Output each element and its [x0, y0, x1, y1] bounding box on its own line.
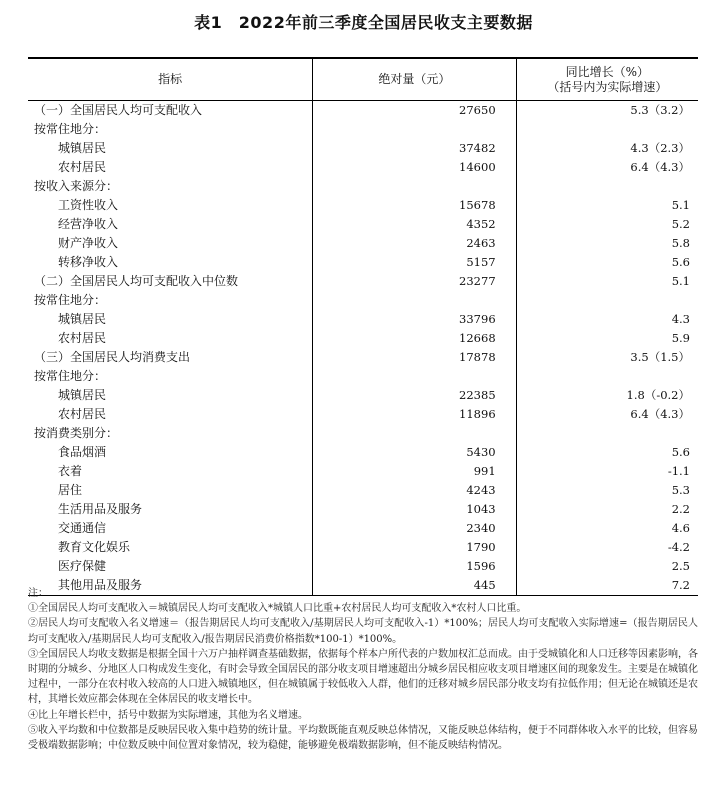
notes-label: 注：	[28, 588, 48, 599]
row-growth-value: 4.3	[671, 312, 690, 326]
table-row	[28, 234, 698, 253]
row-absolute-value: 2463	[313, 234, 516, 253]
row-absolute-value: 4352	[313, 215, 516, 234]
header-growth-line1: 同比增长（%）	[565, 64, 650, 79]
row-growth-value: 2.2	[671, 502, 690, 516]
row-absolute-value: 12668	[313, 329, 516, 348]
row-growth-value	[516, 367, 698, 386]
row-growth-value: -4.2	[667, 540, 690, 554]
row-growth-value: 6.4（4.3）	[630, 160, 690, 174]
row-growth-value: 4.3（2.3）	[630, 141, 690, 155]
row-absolute-value: 17878	[313, 348, 516, 367]
header-growth	[516, 58, 698, 101]
row-absolute-value: 11896	[313, 405, 516, 424]
row-absolute-value	[313, 424, 516, 443]
table-row	[28, 462, 698, 481]
row-absolute-value: 1043	[313, 500, 516, 519]
row-absolute-value: 2340	[313, 519, 516, 538]
table-row	[28, 519, 698, 538]
row-indicator: 农村居民	[28, 158, 313, 177]
row-indicator: 城镇居民	[28, 139, 313, 158]
table-row	[28, 120, 698, 139]
row-indicator: 农村居民	[28, 329, 313, 348]
row-absolute-value: 37482	[313, 139, 516, 158]
note-2: ②居民人均可支配收入名义增速＝（报告期居民人均可支配收入/基期居民人均可支配收入-1）*100%；居民人均可支配收入实际增速=（报告期居民人均可支配收入/基期居民人均可支配收入/报告期居民消费价格指数*100-1）*100%。	[28, 618, 698, 645]
table-row	[28, 405, 698, 424]
row-growth-value	[516, 291, 698, 310]
row-growth-value: 5.3	[671, 483, 690, 497]
table-row	[28, 481, 698, 500]
table-row	[28, 158, 698, 177]
table-row	[28, 215, 698, 234]
row-absolute-value: 33796	[313, 310, 516, 329]
note-3: ③全国居民人均收支数据是根据全国十六万户抽样调查基础数据，依据每个样本户所代表的户数加权汇总而成。由于受城镇化和人口迁移等因素影响，各时期的分城乡、分地区人口构成发生变化，有时会导致全国居民的部分收支项目增速超出分城乡居民相应收支项目增速区间的现象发生。主要是在城镇化过程中，一部分在农村收入较高的人口进入城镇地区，但在城镇属于较低收入人群，他们的迁移对城乡居民部分收支均有拉低作用；但无论在城镇还是农村，其增长效应都会体现在全体居民的收支增长中。	[28, 648, 698, 706]
table-body	[28, 101, 698, 596]
row-growth-value: 5.9	[671, 331, 690, 345]
table-row	[28, 177, 698, 196]
table-title: 表1 2022年前三季度全国居民收支主要数据	[194, 13, 533, 32]
row-indicator: 城镇居民	[28, 310, 313, 329]
row-absolute-value	[313, 177, 516, 196]
row-growth-value: 1.8（-0.2）	[626, 388, 690, 402]
table-row	[28, 557, 698, 576]
row-indicator: 工资性收入	[28, 196, 313, 215]
row-absolute-value: 15678	[313, 196, 516, 215]
table-row	[28, 500, 698, 519]
row-absolute-value	[313, 367, 516, 386]
row-indicator: 城镇居民	[28, 386, 313, 405]
row-growth-value: 5.6	[671, 255, 690, 269]
row-growth-value: 3.5（1.5）	[630, 350, 690, 364]
row-growth-value	[516, 177, 698, 196]
row-indicator: 转移净收入	[28, 253, 313, 272]
header-growth-line2: （括号内为实际增速）	[547, 79, 668, 94]
table-row	[28, 367, 698, 386]
row-growth-value: 6.4（4.3）	[630, 407, 690, 421]
table-row	[28, 291, 698, 310]
row-absolute-value: 14600	[313, 158, 516, 177]
row-absolute-value: 23277	[313, 272, 516, 291]
table-row	[28, 253, 698, 272]
row-growth-value: 5.1	[671, 274, 690, 288]
row-absolute-value: 4243	[313, 481, 516, 500]
table-row	[28, 196, 698, 215]
table-row	[28, 424, 698, 443]
row-growth-value: 5.3（3.2）	[630, 103, 690, 117]
table-row	[28, 310, 698, 329]
table-row	[28, 272, 698, 291]
row-indicator: 衣着	[28, 462, 313, 481]
row-indicator: （三）全国居民人均消费支出	[28, 348, 313, 367]
row-absolute-value	[313, 291, 516, 310]
row-indicator: 其他用品及服务	[28, 576, 313, 596]
row-growth-value: 4.6	[671, 521, 690, 535]
row-indicator: 按消费类别分：	[28, 424, 313, 443]
header-indicator: 指标	[28, 58, 313, 101]
row-absolute-value: 991	[313, 462, 516, 481]
row-absolute-value: 22385	[313, 386, 516, 405]
row-indicator: 按常住地分：	[28, 291, 313, 310]
row-growth-value: -1.1	[667, 464, 690, 478]
row-indicator: 农村居民	[28, 405, 313, 424]
row-growth-value	[516, 120, 698, 139]
row-growth-value	[516, 424, 698, 443]
table-row	[28, 538, 698, 557]
row-indicator: 按常住地分：	[28, 367, 313, 386]
row-absolute-value: 5157	[313, 253, 516, 272]
row-growth-value: 7.2	[516, 576, 698, 596]
header-absolute: 绝对量（元）	[313, 58, 516, 101]
row-absolute-value: 1790	[313, 538, 516, 557]
table-row	[28, 386, 698, 405]
table-row	[28, 443, 698, 462]
data-table	[28, 57, 698, 596]
table-row	[28, 139, 698, 158]
row-growth-value: 5.8	[671, 236, 690, 250]
row-indicator: 财产净收入	[28, 234, 313, 253]
row-indicator: （一）全国居民人均可支配收入	[28, 101, 313, 121]
note-5: ⑤收入平均数和中位数都是反映居民收入集中趋势的统计量。平均数既能直观反映总体情况，又能反映总体结构，便于不同群体收入水平的比较，但容易受极端数据影响；中位数反映中间位置对象情况，较为稳健，能够避免极端数据影响，但不能反映结构情况。	[28, 724, 698, 752]
row-indicator: 教育文化娱乐	[28, 538, 313, 557]
row-absolute-value: 5430	[313, 443, 516, 462]
row-growth-value: 5.2	[671, 217, 690, 231]
notes-section	[28, 586, 698, 753]
row-growth-value: 2.5	[671, 559, 690, 573]
row-indicator: 按常住地分：	[28, 120, 313, 139]
table-header-row	[28, 58, 698, 101]
row-indicator: 按收入来源分：	[28, 177, 313, 196]
row-indicator: 居住	[28, 481, 313, 500]
table-row	[28, 329, 698, 348]
row-growth-value: 5.6	[671, 445, 690, 459]
row-absolute-value	[313, 120, 516, 139]
note-1: ①全国居民人均可支配收入＝城镇居民人均可支配收入*城镇人口比重+农村居民人均可支配收入*农村人口比重。	[28, 603, 527, 615]
row-indicator: 交通通信	[28, 519, 313, 538]
row-indicator: 医疗保健	[28, 557, 313, 576]
row-indicator: 经营净收入	[28, 215, 313, 234]
row-indicator: 生活用品及服务	[28, 500, 313, 519]
table-row	[28, 101, 698, 121]
row-absolute-value: 1596	[313, 557, 516, 576]
row-growth-value: 5.1	[671, 198, 690, 212]
note-4: ④比上年增长栏中，括号中数据为实际增速，其他为名义增速。	[28, 709, 308, 721]
row-indicator: 食品烟酒	[28, 443, 313, 462]
row-absolute-value: 27650	[313, 101, 516, 121]
table-row	[28, 348, 698, 367]
row-indicator: （二）全国居民人均可支配收入中位数	[28, 272, 313, 291]
row-absolute-value: 445	[313, 576, 516, 596]
